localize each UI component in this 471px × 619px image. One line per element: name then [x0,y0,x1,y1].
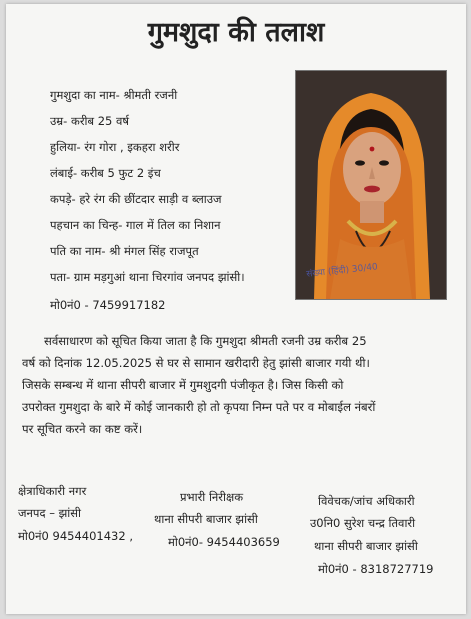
signatory-phone: मो0नं0 9454401432 , [18,529,134,543]
signatory-line: थाना सीपरी बाजार झांसी [154,512,258,526]
signatory-phone: मो0नं0- 9454403659 [168,535,280,549]
missing-person-poster [6,4,466,614]
detail-mobile: मो0नं0 - 7459917182 [50,298,166,312]
detail-name: गुमशुदा का नाम- श्रीमती रजनी [50,88,178,102]
person-photo [295,70,447,300]
detail-husband-name: पति का नाम- श्री मंगल सिंह राजपूत [50,244,199,258]
signatory-phone: मो0नं0 - 8318727719 [318,562,434,576]
paragraph-line: उपरोक्त गुमशुदा के बारे में कोई जानकारी हो तो कृपया निम्न पते पर व मोबाईल नंबरों [22,400,376,414]
detail-age: उम्र- करीब 25 वर्ष [50,114,130,128]
paragraph-line: सर्वसाधारण को सूचित किया जाता है कि गुमशुदा श्रीमती रजनी उम्र करीब 25 [44,334,367,348]
signatory-line: उ0नि0 सुरेश चन्द्र तिवारी [310,516,416,530]
detail-height: लंबाई- करीब 5 फुट 2 इंच [50,166,161,180]
signatory-line: प्रभारी निरीक्षक [180,490,244,504]
poster-title: गुमशुदा की तलाश [147,17,325,48]
detail-identification-mark: पहचान का चिन्ह- गाल में तिल का निशान [50,218,221,232]
signatory-line: थाना सीपरी बाजार झांसी [314,539,418,553]
paragraph-line: वर्ष को दिनांक 12.05.2025 से घर से सामान खरीदारी हेतु झांसी बाजार गयी थी। [22,356,370,370]
signatory-line: क्षेत्राधिकारी नगर [18,484,87,498]
signatory-line: जनपद – झांसी [18,506,82,520]
paragraph-line: पर सूचित करने का कष्ट करें। [22,422,143,436]
detail-appearance: हुलिया- रंग गोरा , इकहरा शरीर [50,140,180,154]
paragraph-line: जिसके सम्बन्ध में थाना सीपरी बाजार में गुमशुदगी पंजीकृत है। जिस किसी को [22,378,344,392]
stamp-text: संख्या (हिंदी) 30/40 [305,262,379,280]
detail-address: पता- ग्राम मड़गुआं थाना चिरगांव जनपद झांसी। [50,270,245,284]
signatory-line: विवेचक/जांच अधिकारी [318,494,415,508]
detail-clothes: कपड़े- हरे रंग की छींटदार साड़ी व ब्लाउज [50,192,222,206]
